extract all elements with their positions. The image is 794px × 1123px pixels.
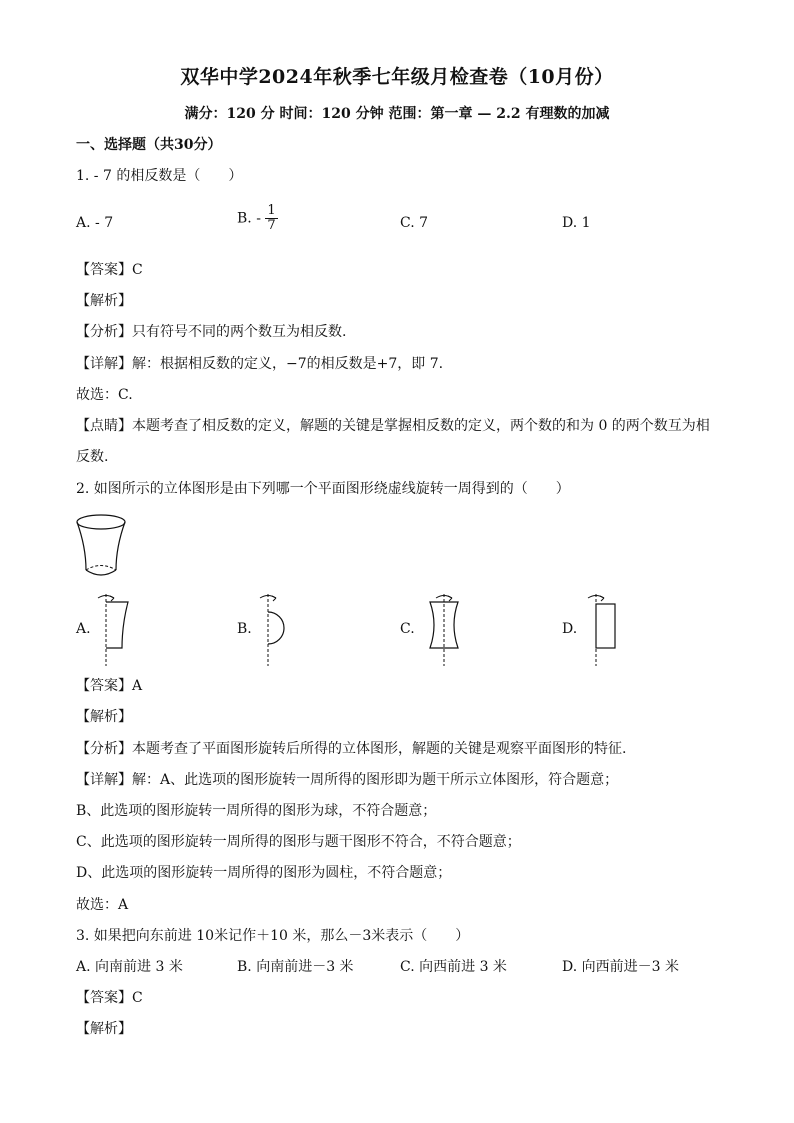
q2-stem: 2. 如图所示的立体图形是由下列哪一个平面图形绕虚线旋转一周得到的（ ） — [76, 481, 570, 497]
fraction-denominator: 7 — [267, 218, 276, 233]
q3-option-a: A. 向南前进 3 米 — [76, 959, 183, 975]
q2-xiangjie: 【详解】解：A、此选项的图形旋转一周所得的图形即为题干所示立体图形，符合题意； — [76, 772, 619, 788]
q2-analysis: 【解析】 — [76, 709, 132, 725]
section-heading: 一、选择题（共30分） — [76, 137, 222, 153]
q2-option-b-figure — [254, 590, 294, 668]
page-title: 双华中学2024年秋季七年级月检查卷（10月份） — [180, 66, 614, 88]
q1-option-b — [237, 204, 278, 233]
q1-option-d: D. 1 — [562, 215, 591, 231]
q2-option-a-figure — [92, 590, 132, 668]
q3-option-d: D. 向西前进－3 米 — [562, 959, 679, 975]
q1-option-a: A. - 7 — [76, 215, 114, 231]
q1-option-b-prefix: B. - — [237, 210, 261, 227]
q2-guxuan: 故选：A — [76, 897, 129, 913]
q3-answer: 【答案】C — [76, 990, 143, 1006]
q2-detail-d: D、此选项的图形旋转一周所得的图形为圆柱，不符合题意； — [76, 865, 452, 881]
q3-option-c: C. 向西前进 3 米 — [400, 959, 507, 975]
q2-option-d: D. — [562, 621, 578, 637]
q2-fenxi: 【分析】本题考查了平面图形旋转后所得的立体图形，解题的关键是观察平面图形的特征. — [76, 741, 627, 757]
q3-stem: 3. 如果把向东前进 10米记作＋10 米，那么－3米表示（ ） — [76, 928, 470, 944]
q2-detail-c: C、此选项的图形旋转一周所得的图形与题干图形不符合，不符合题意； — [76, 834, 521, 850]
q1-dianjing-line2: 反数. — [76, 449, 109, 465]
q1-option-b-fraction — [265, 204, 277, 233]
q1-option-c: C. 7 — [400, 215, 429, 231]
exam-meta: 满分：120 分 时间：120 分钟 范围：第一章 — 2.2 有理数的加减 — [184, 106, 610, 122]
q2-detail-b: B、此选项的图形旋转一周所得的图形为球，不符合题意； — [76, 803, 437, 819]
q2-option-d-figure — [582, 590, 622, 668]
q1-answer: 【答案】C — [76, 262, 143, 278]
q1-xiangjie: 【详解】解：根据相反数的定义，−7的相反数是+7，即 7. — [76, 356, 444, 372]
q1-analysis: 【解析】 — [76, 293, 132, 309]
q2-option-b: B. — [237, 621, 252, 637]
q1-dianjing-line1: 【点睛】本题考查了相反数的定义，解题的关键是掌握相反数的定义，两个数的和为 0 的两个数互为相 — [76, 418, 710, 434]
q2-option-c-figure — [422, 590, 472, 668]
q1-stem: 1. - 7 的相反数是（ ） — [76, 168, 243, 184]
q1-guxuan: 故选：C. — [76, 387, 133, 403]
q3-analysis: 【解析】 — [76, 1021, 132, 1037]
q3-option-b: B. 向南前进－3 米 — [237, 959, 354, 975]
q2-option-c: C. — [400, 621, 415, 637]
q2-solid-figure — [74, 512, 130, 582]
q1-fenxi: 【分析】只有符号不同的两个数互为相反数. — [76, 324, 347, 340]
q2-option-a: A. — [76, 621, 91, 637]
fraction-numerator: 1 — [267, 203, 276, 218]
q2-answer: 【答案】A — [76, 678, 143, 694]
